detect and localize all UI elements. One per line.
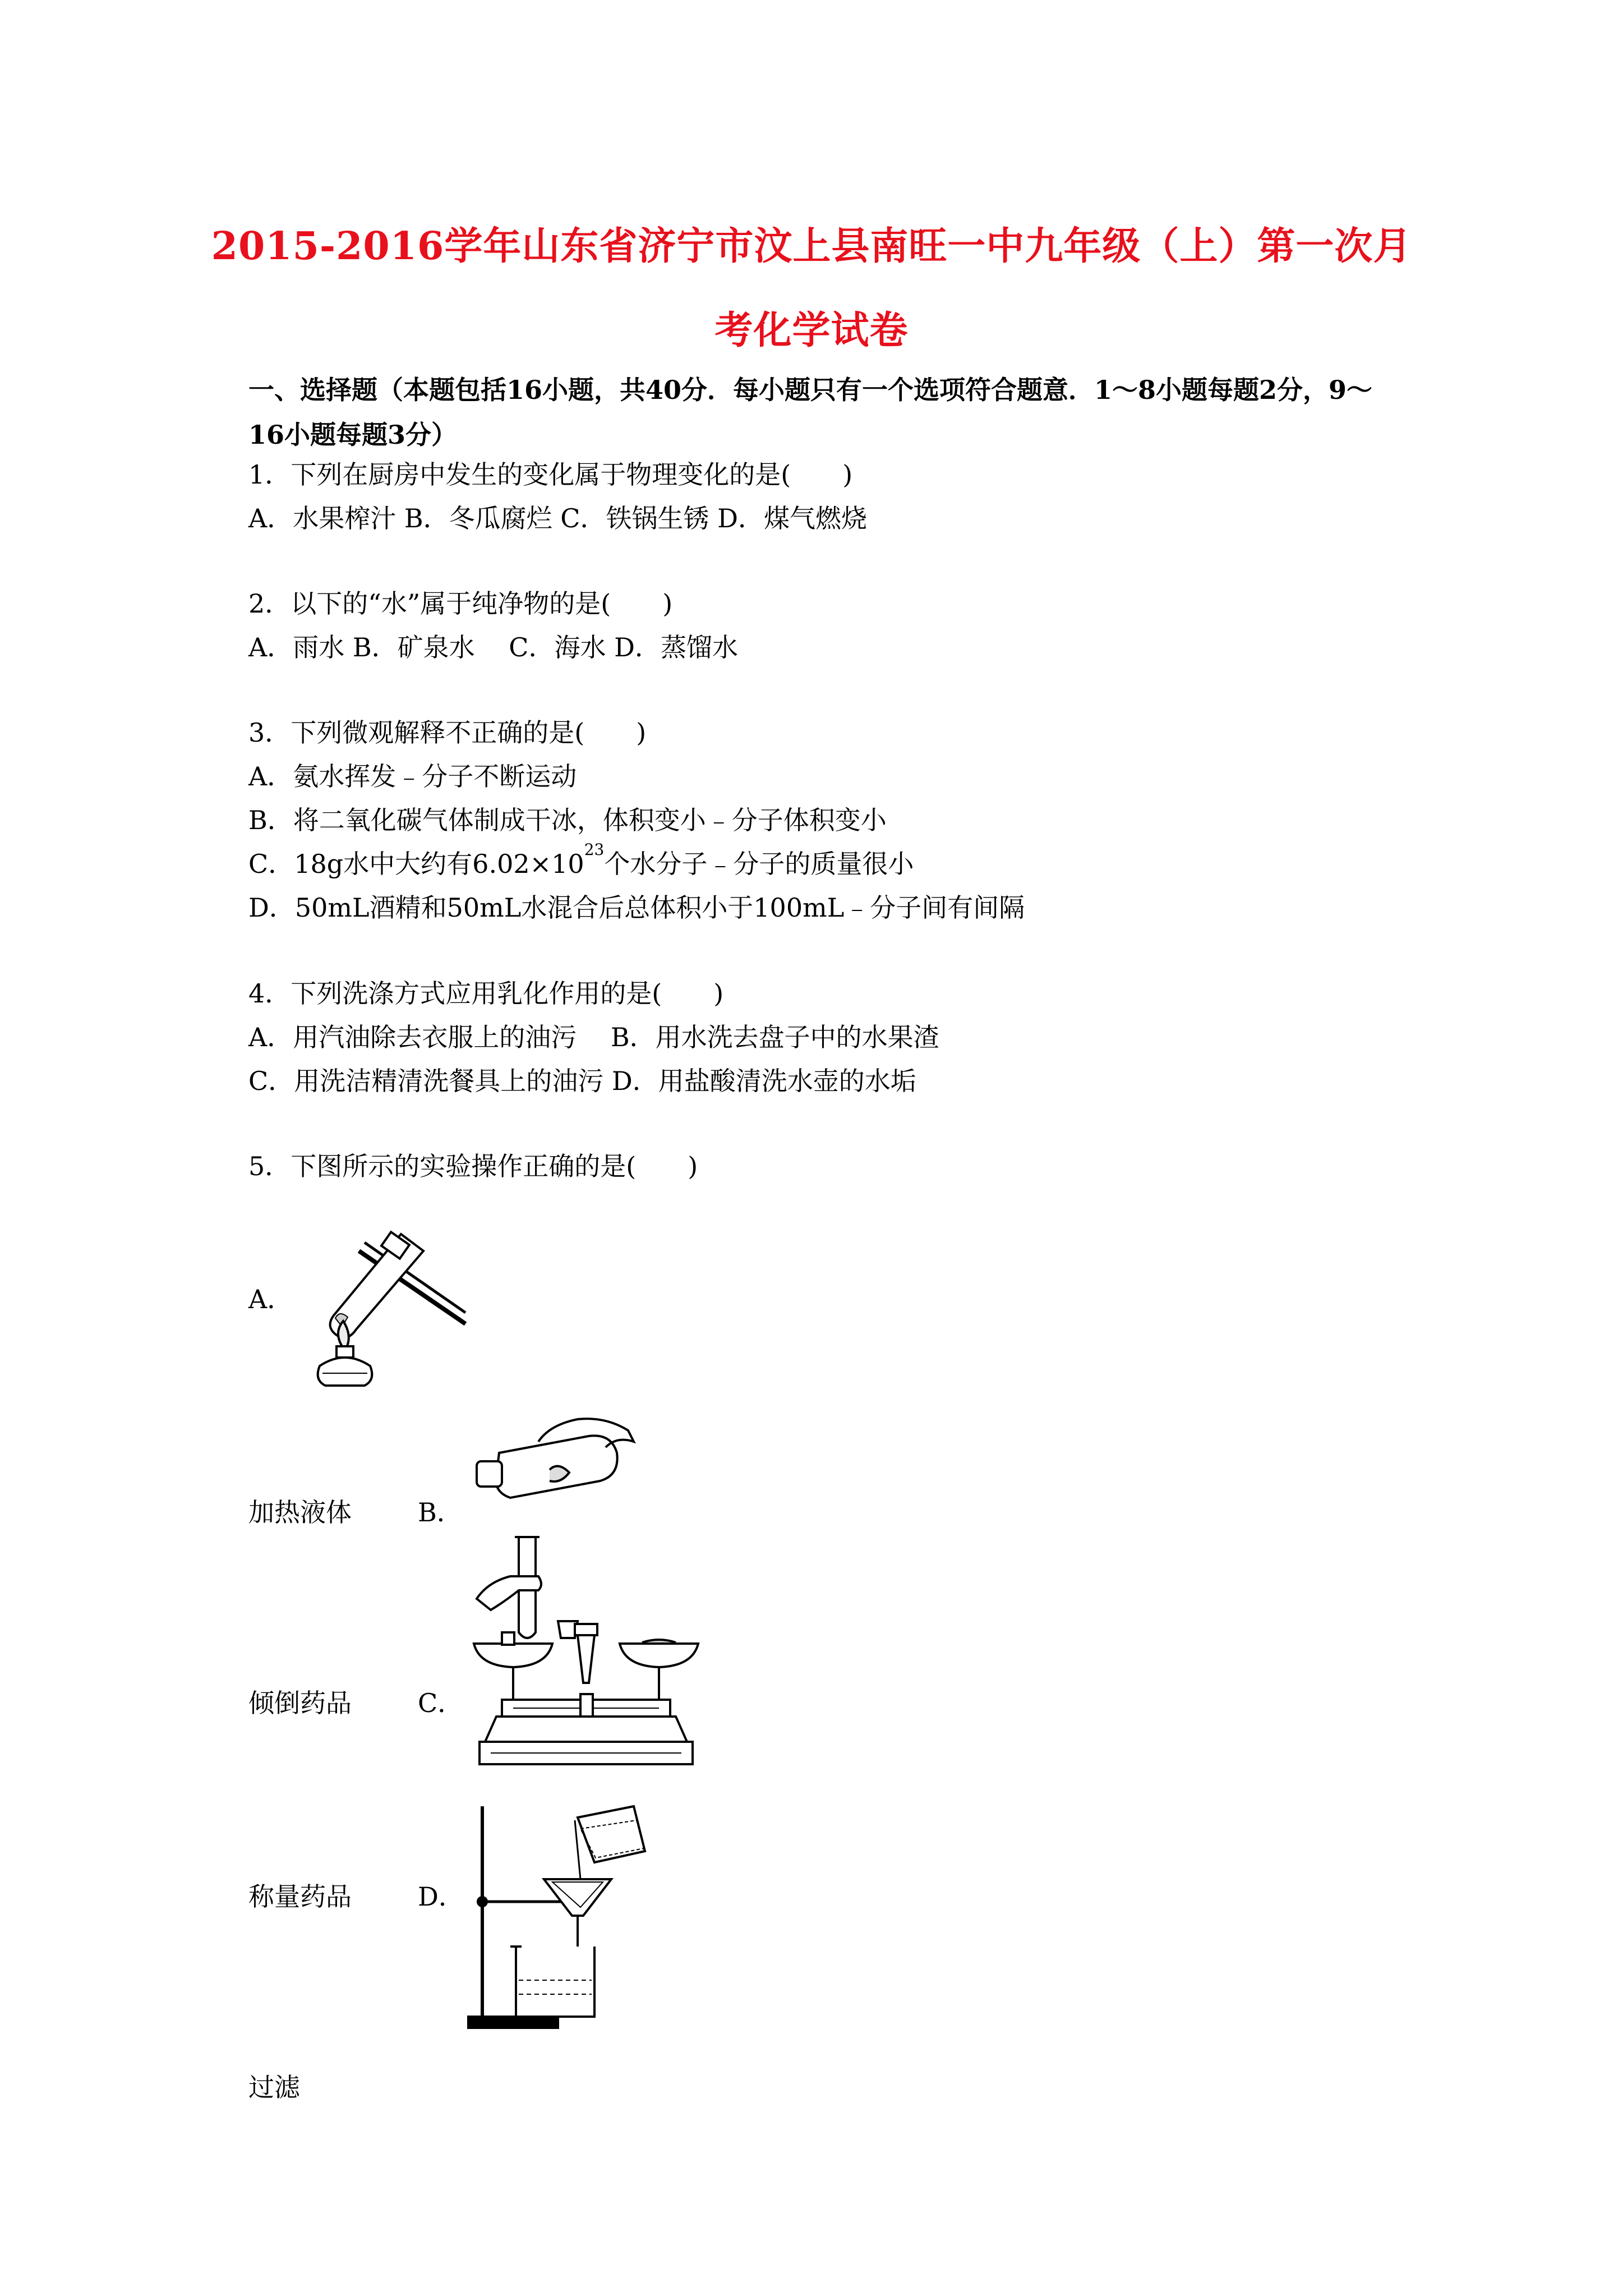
q4-options-cd: C．用洗洁精清洗餐具上的油污 D．用盐酸清洗水壶的水垢 — [248, 1066, 916, 1096]
q5-option-c-label: 称量药品 — [248, 1881, 352, 1912]
filtration-figure — [465, 1795, 662, 2031]
q3-option-c-text: C．18g水中大约有6.02×10 — [248, 849, 584, 879]
q2-options: A．雨水 B．矿泉水 C．海水 D．蒸馏水 — [248, 632, 738, 662]
q3-option-c-tail: 个水分子﹣分子的质量很小 — [604, 849, 914, 879]
q5-option-b-letter: B． — [418, 1497, 463, 1527]
q2-stem: 2．以下的“水”属于纯净物的是( ) — [248, 588, 673, 619]
q5-option-d-letter: D． — [418, 1881, 464, 1912]
q3-option-c — [248, 840, 914, 881]
q1-options: A．水果榨汁 B．冬瓜腐烂 C．铁锅生锈 D．煤气燃烧 — [248, 503, 867, 533]
q3-option-a: A．氨水挥发﹣分子不断运动 — [248, 761, 577, 792]
balance-figure — [468, 1621, 704, 1784]
q5-option-d-label: 过滤 — [248, 2072, 300, 2102]
q3-option-b: B．将二氧化碳气体制成干冰，体积变小﹣分子体积变小 — [248, 805, 887, 835]
q3-option-d: D．50mL酒精和50mL水混合后总体积小于100mL﹣分子间有间隔 — [248, 892, 1025, 923]
q3-option-c-exponent: 23 — [584, 840, 605, 859]
q3-stem: 3．下列微观解释不正确的是( ) — [248, 717, 647, 748]
q4-options-ab: A．用汽油除去衣服上的油污 B．用水洗去盘子中的水果渣 — [248, 1022, 939, 1052]
pouring-reagent-figure — [465, 1408, 656, 1649]
q4-stem: 4．下列洗涤方式应用乳化作用的是( ) — [248, 978, 724, 1009]
section-heading: 一、选择题（本题包括16小题，共40分．每小题只有一个选项符合题意．1～8小题每题2分，9～16小题每题3分） — [248, 375, 1373, 450]
q5-option-a-letter: A． — [248, 1284, 293, 1314]
q5-option-a-label: 加热液体 — [248, 1497, 352, 1527]
q5-option-b-label: 倾倒药品 — [248, 1688, 352, 1718]
q1-stem: 1．下列在厨房中发生的变化属于物理变化的是( ) — [248, 459, 853, 490]
q5-option-c-letter: C． — [418, 1688, 464, 1718]
heating-liquid-figure — [280, 1212, 471, 1391]
paper-title-line-1: 2015-2016学年山东省济宁市汶上县南旺一中九年级（上）第一次月 — [211, 224, 1412, 269]
paper-title-line-2: 考化学试卷 — [714, 308, 909, 353]
q5-stem: 5．下图所示的实验操作正确的是( ) — [248, 1151, 698, 1181]
